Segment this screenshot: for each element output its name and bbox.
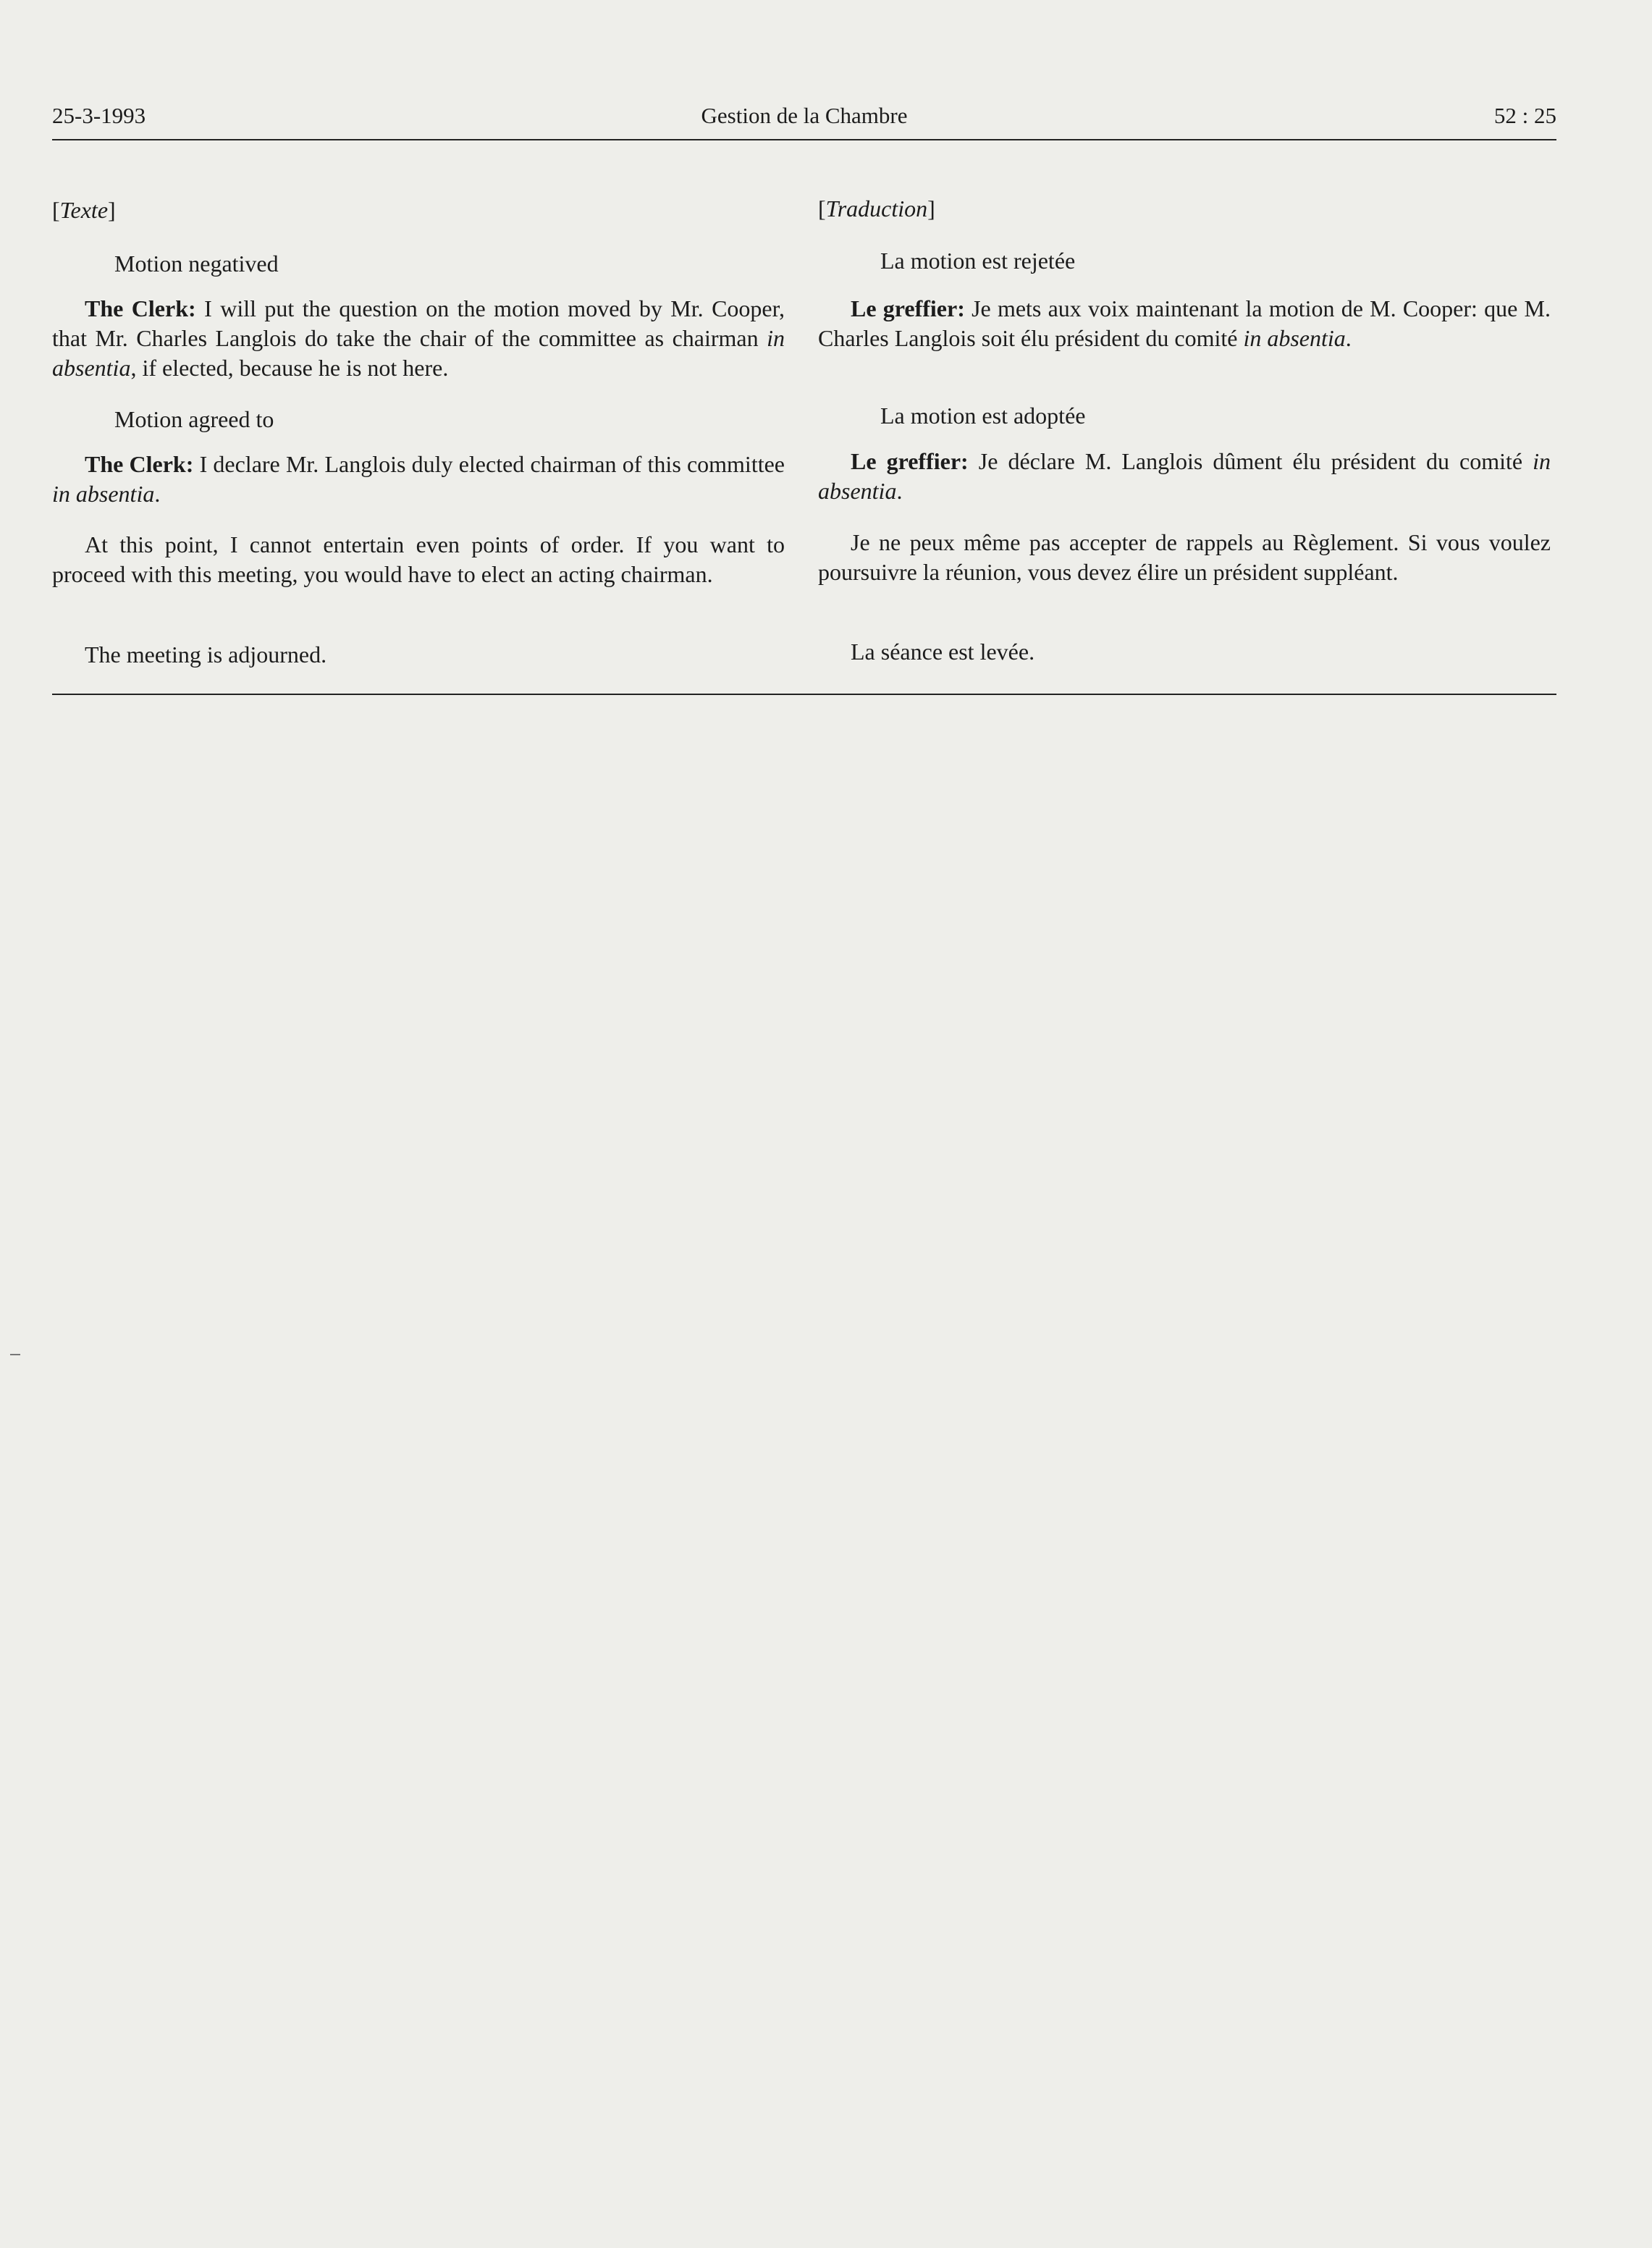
greffier-statement-2: Le greffier: Je déclare M. Langlois dûment élu président du comité in absentia. (818, 448, 1551, 504)
header-page-number: 52 : 25 (1493, 103, 1556, 128)
clerk-statement-2: The Clerk: I declare Mr. Langlois duly elected chairman of this committee in absentia. (52, 451, 785, 507)
points-of-order-statement: At this point, I cannot entertain even points of order. If you want to proceed with this meeting, you would have to elect an acting chairman. (52, 531, 785, 587)
rappels-statement: Je ne peux même pas accepter de rappels au Règlement. Si vous voulez poursuivre la réunion, vous devez élire un président suppléant. (818, 529, 1551, 585)
meeting-adjourned: The meeting is adjourned. (85, 641, 327, 668)
text-tag: [Texte] (52, 197, 116, 223)
clerk-statement-1: The Clerk: I will put the question on the motion moved by Mr. Cooper, that Mr. Charles Langlois do take the chair of the committee as chairman in absentia, if elected, because he is not here. (52, 295, 785, 381)
motion-agreed: Motion agreed to (114, 406, 274, 432)
motion-negatived: Motion negatived (114, 251, 279, 277)
translation-tag: [Traduction] (818, 195, 935, 222)
header-date: 25-3-1993 (52, 103, 146, 128)
margin-mark (10, 1354, 20, 1355)
header-title: Gestion de la Chambre (701, 103, 908, 128)
end-rule (52, 694, 1556, 695)
seance-levee: La séance est levée. (851, 639, 1035, 665)
motion-adoptee: La motion est adoptée (880, 403, 1086, 429)
motion-rejetee: La motion est rejetée (880, 248, 1076, 274)
page-header (52, 101, 1556, 140)
greffier-statement-1: Le greffier: Je mets aux voix maintenant la motion de M. Cooper: que M. Charles Langlois soit élu président du comité in absentia. (818, 295, 1551, 351)
